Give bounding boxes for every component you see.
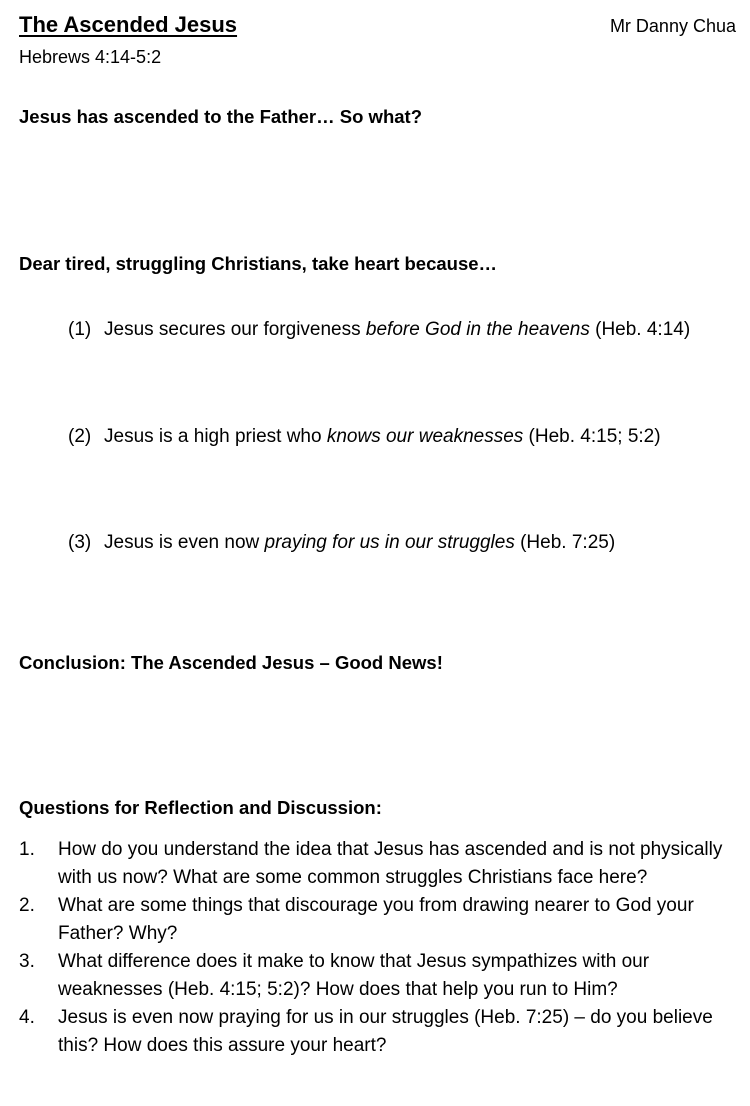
point-number: (3) <box>68 532 92 553</box>
question-item <box>19 1004 734 1060</box>
question-item <box>19 948 734 1004</box>
question-text: What are some things that discourage you from drawing nearer to God your Father? Why? <box>58 895 694 944</box>
question-number: 4. <box>19 1007 35 1028</box>
point-reference: (Heb. 7:25) <box>514 532 616 553</box>
point-reference: (Heb. 4:14) <box>589 319 691 340</box>
point-text: Jesus is even now <box>104 532 265 553</box>
point-emphasis: before God in the heavens <box>365 319 590 340</box>
question-item <box>19 892 734 948</box>
question-text: How do you understand the idea that Jesus has ascended and is not physically with us now? What are some common struggles Christians face here? <box>58 839 723 888</box>
scripture-passage: Hebrews 4:14-5:2 <box>19 47 162 67</box>
intro-heading: Jesus has ascended to the Father… So what? <box>19 106 422 127</box>
point-reference: (Heb. 4:15; 5:2) <box>523 426 661 447</box>
point-emphasis: knows our weaknesses <box>326 426 524 447</box>
point-2 <box>68 426 661 448</box>
point-emphasis: praying for us in our struggles <box>264 532 515 553</box>
conclusion-heading: Conclusion: The Ascended Jesus – Good News! <box>19 652 443 673</box>
question-item <box>19 836 734 892</box>
sermon-title: The Ascended Jesus <box>19 12 238 37</box>
point-3 <box>68 532 615 554</box>
point-text: Jesus is a high priest who <box>104 426 327 447</box>
point-number: (1) <box>68 319 92 340</box>
questions-list <box>19 836 734 1060</box>
question-text: Jesus is even now praying for us in our struggles (Heb. 7:25) – do you believe this? How does this assure your heart? <box>58 1007 713 1056</box>
point-1 <box>68 319 690 341</box>
question-text: What difference does it make to know that Jesus sympathizes with our weaknesses (Heb. 4:15; 5:2)? How does that help you run to Him? <box>58 951 650 1000</box>
question-number: 3. <box>19 951 35 972</box>
main-heading: Dear tired, struggling Christians, take heart because… <box>19 253 498 274</box>
question-number: 1. <box>19 839 35 860</box>
questions-heading: Questions for Reflection and Discussion: <box>19 797 382 818</box>
point-number: (2) <box>68 426 92 447</box>
point-text: Jesus secures our forgiveness <box>104 319 366 340</box>
question-number: 2. <box>19 895 35 916</box>
speaker-name: Mr Danny Chua <box>609 16 736 36</box>
